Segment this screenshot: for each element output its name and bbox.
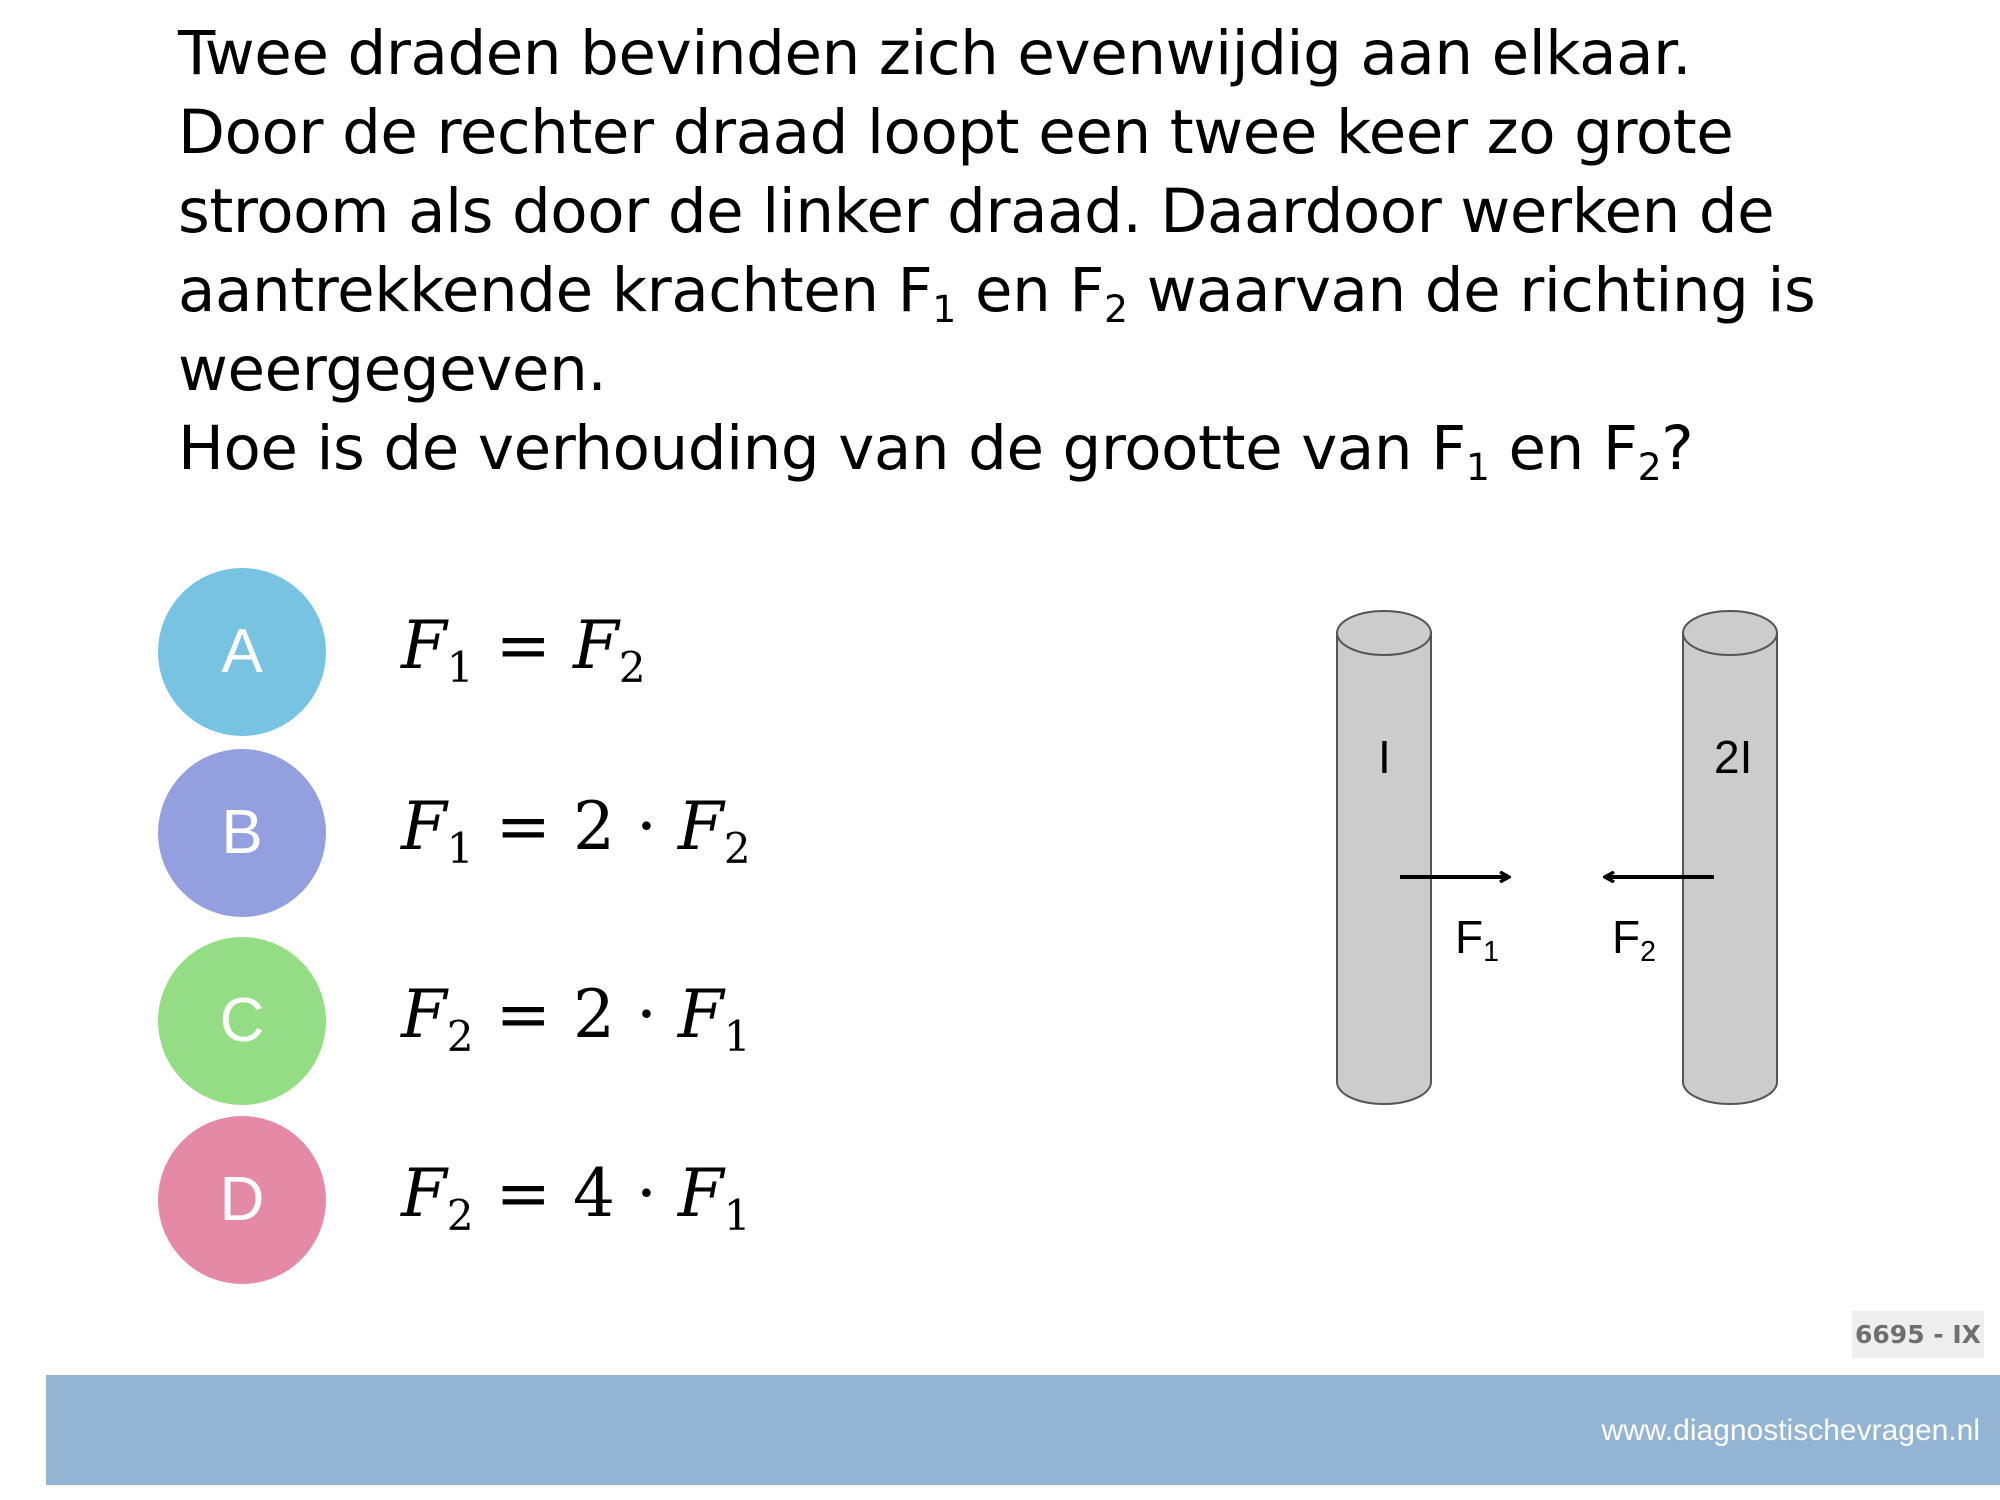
question-line: weergegeven. (178, 334, 607, 405)
question-line (178, 251, 1878, 330)
formula-coef: 4 · (572, 1155, 678, 1232)
formula-sub: 2 (723, 823, 751, 873)
footer-url-link[interactable]: www.diagnostischevragen.nl (1601, 1414, 1980, 1447)
question-code-badge: 6695 - IX (1852, 1311, 1984, 1358)
formula-coef: 2 · (572, 976, 678, 1053)
question-text-part: waarvan de richting is (1127, 255, 1816, 326)
subscript: 2 (1104, 286, 1128, 331)
subscript: 1 (1465, 444, 1490, 489)
option-letter-badge[interactable]: C (158, 937, 326, 1105)
subscript: 2 (1637, 444, 1662, 489)
question-text-part: ? (1661, 413, 1694, 484)
answer-option-a[interactable] (158, 568, 858, 738)
option-formula (401, 596, 646, 696)
formula-var: F (677, 1155, 724, 1232)
force-f1-label (1455, 911, 1499, 968)
formula-var: F (401, 1155, 447, 1232)
formula-var: F (401, 788, 447, 865)
formula-var: F (677, 788, 724, 865)
formula-sub: 2 (618, 642, 646, 692)
formula-sub: 1 (446, 642, 474, 692)
subscript: 1 (932, 286, 956, 331)
option-letter-badge[interactable]: A (158, 568, 326, 736)
question-line (178, 409, 1878, 488)
question-text (178, 14, 1878, 488)
wires-diagram (1300, 590, 1820, 1130)
answer-option-c[interactable] (158, 937, 858, 1107)
force-f2-label (1612, 911, 1656, 968)
formula-var: F (572, 607, 619, 684)
formula-coef: 2 · (572, 788, 678, 865)
right-wire-current-label: 2I (1714, 731, 1753, 783)
formula-sub: 2 (446, 1190, 474, 1240)
formula-var: F (677, 976, 724, 1053)
formula-var: F (401, 607, 447, 684)
option-letter-badge[interactable]: D (158, 1116, 326, 1284)
question-line: Twee draden bevinden zich evenwijdig aan elkaar. (178, 18, 1692, 89)
question-text-part: en F (1489, 413, 1638, 484)
wires-illustration (1300, 590, 1820, 1130)
option-formula (401, 1144, 751, 1244)
formula-equals: = (495, 788, 551, 865)
left-wire (1337, 611, 1431, 1104)
answer-option-d[interactable] (158, 1116, 858, 1286)
option-formula (401, 965, 751, 1065)
formula-equals: = (495, 1155, 551, 1232)
formula-sub: 1 (446, 823, 474, 873)
answer-option-b[interactable] (158, 749, 858, 919)
formula-sub: 1 (723, 1190, 751, 1240)
force-sub: 2 (1640, 935, 1656, 968)
right-wire (1683, 611, 1777, 1104)
question-text-part: Hoe is de verhouding van de grootte van F (178, 413, 1466, 484)
left-wire-current-label: I (1378, 731, 1391, 783)
option-letter-badge[interactable]: B (158, 749, 326, 917)
formula-equals: = (495, 976, 551, 1053)
formula-sub: 1 (723, 1011, 751, 1061)
question-text-part: aantrekkende krachten F (178, 255, 933, 326)
footer-bar (46, 1375, 2000, 1485)
force-sub: 1 (1483, 935, 1499, 968)
question-line: stroom als door de linker draad. Daardoor werken de (178, 176, 1775, 247)
force-letter: F (1612, 911, 1641, 963)
question-line: Door de rechter draad loopt een twee keer zo grote (178, 97, 1734, 168)
force-letter: F (1455, 911, 1484, 963)
question-text-part: en F (955, 255, 1105, 326)
option-formula (401, 777, 751, 877)
formula-equals: = (495, 607, 551, 684)
formula-sub: 2 (446, 1011, 474, 1061)
formula-var: F (401, 976, 447, 1053)
